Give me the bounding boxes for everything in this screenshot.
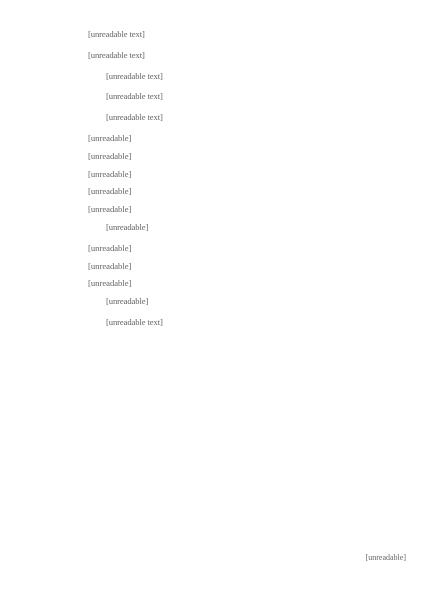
page-number: [unreadable] bbox=[365, 553, 406, 562]
list-item: [unreadable] bbox=[88, 242, 132, 253]
body-paragraph-1: [unreadable text] bbox=[106, 70, 163, 81]
list-item: [unreadable] bbox=[88, 204, 132, 215]
list-item: [unreadable] bbox=[88, 260, 132, 271]
list-item: [unreadable] bbox=[88, 132, 132, 143]
closing-paragraph: [unreadable text] bbox=[106, 316, 163, 327]
list-item: [unreadable] bbox=[88, 150, 132, 161]
list-item: [unreadable] bbox=[88, 168, 132, 179]
bullet-paragraph-2: [unreadable text] bbox=[88, 49, 145, 60]
bullet-paragraph-1: [unreadable text] bbox=[88, 29, 145, 39]
tasks-list bbox=[88, 130, 382, 219]
tasks-intro-paragraph: [unreadable text] bbox=[106, 112, 163, 123]
subheading: [unreadable] bbox=[106, 221, 149, 232]
subject-list bbox=[88, 240, 382, 293]
goal-paragraph: [unreadable text] bbox=[106, 91, 163, 102]
object-line: [unreadable] bbox=[106, 296, 149, 307]
list-item: [unreadable] bbox=[88, 278, 132, 289]
list-item: [unreadable] bbox=[88, 186, 132, 197]
